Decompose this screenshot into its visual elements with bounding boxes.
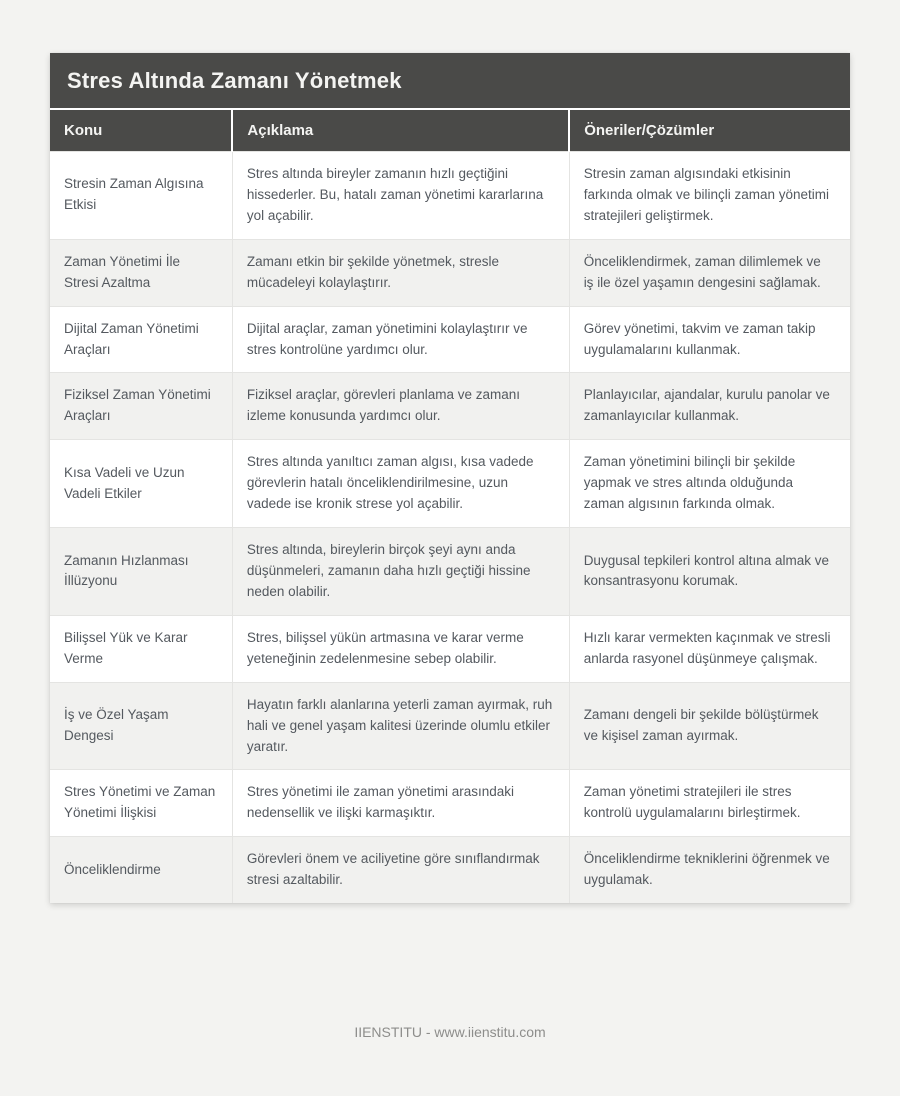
row-topic-cell: Stresin Zaman Algısına Etkisi: [50, 152, 232, 240]
table-row: [50, 528, 850, 616]
row-description-cell: Stres, bilişsel yükün artmasına ve karar verme yeteneğinin zedelenmesine sebep olabilir.: [232, 615, 569, 682]
table-row: [50, 152, 850, 240]
table-header-row: [50, 110, 850, 152]
row-description-cell: Stres altında yanıltıcı zaman algısı, kısa vadede görevlerin hatalı önceliklendirilmesine, uzun vadede ise kronik strese yol açabilir.: [232, 440, 569, 528]
table-row: [50, 615, 850, 682]
footer-credit: IIENSTITU - www.iienstitu.com: [354, 1024, 546, 1040]
row-topic-cell: Zamanın Hızlanması İllüzyonu: [50, 528, 232, 616]
row-topic-cell: Dijital Zaman Yönetimi Araçları: [50, 306, 232, 373]
row-suggestion-cell: Planlayıcılar, ajandalar, kurulu panolar ve zamanlayıcılar kullanmak.: [569, 373, 850, 440]
stress-time-table: [50, 110, 850, 903]
table-row: [50, 373, 850, 440]
row-description-cell: Hayatın farklı alanlarına yeterli zaman ayırmak, ruh hali ve genel yaşam kalitesi üzerinde olumlu etkiler yaratır.: [232, 682, 569, 770]
row-topic-cell: Kısa Vadeli ve Uzun Vadeli Etkiler: [50, 440, 232, 528]
row-suggestion-cell: Duygusal tepkileri kontrol altına almak ve konsantrasyonu korumak.: [569, 528, 850, 616]
row-topic-cell: Bilişsel Yük ve Karar Verme: [50, 615, 232, 682]
row-description-cell: Stres altında, bireylerin birçok şeyi aynı anda düşünmeleri, zamanın daha hızlı geçtiği hissine neden olabilir.: [232, 528, 569, 616]
stress-time-table-card: [50, 53, 850, 903]
row-topic-cell: İş ve Özel Yaşam Dengesi: [50, 682, 232, 770]
table-row: [50, 306, 850, 373]
row-suggestion-cell: Önceliklendirme tekniklerini öğrenmek ve uygulamak.: [569, 837, 850, 903]
row-description-cell: Dijital araçlar, zaman yönetimini kolaylaştırır ve stres kontrolüne yardımcı olur.: [232, 306, 569, 373]
row-topic-cell: Stres Yönetimi ve Zaman Yönetimi İlişkisi: [50, 770, 232, 837]
row-description-cell: Stres yönetimi ile zaman yönetimi arasındaki nedensellik ve ilişki karmaşıktır.: [232, 770, 569, 837]
row-suggestion-cell: Zamanı dengeli bir şekilde bölüştürmek ve kişisel zaman ayırmak.: [569, 682, 850, 770]
column-header-topic: Konu: [50, 110, 232, 152]
column-header-suggestions: Öneriler/Çözümler: [569, 110, 850, 152]
row-suggestion-cell: Görev yönetimi, takvim ve zaman takip uygulamalarını kullanmak.: [569, 306, 850, 373]
row-topic-cell: Zaman Yönetimi İle Stresi Azaltma: [50, 239, 232, 306]
row-description-cell: Görevleri önem ve aciliyetine göre sınıflandırmak stresi azaltabilir.: [232, 837, 569, 903]
row-topic-cell: Fiziksel Zaman Yönetimi Araçları: [50, 373, 232, 440]
row-suggestion-cell: Önceliklendirmek, zaman dilimlemek ve iş ile özel yaşamın dengesini sağlamak.: [569, 239, 850, 306]
table-body: [50, 152, 850, 904]
table-row: [50, 239, 850, 306]
table-row: [50, 837, 850, 903]
row-description-cell: Zamanı etkin bir şekilde yönetmek, stresle mücadeleyi kolaylaştırır.: [232, 239, 569, 306]
table-row: [50, 682, 850, 770]
row-suggestion-cell: Zaman yönetimini bilinçli bir şekilde yapmak ve stres altında olduğunda zaman algısının farkında olmak.: [569, 440, 850, 528]
column-header-description: Açıklama: [232, 110, 569, 152]
row-suggestion-cell: Hızlı karar vermekten kaçınmak ve stresli anlarda rasyonel düşünmeye çalışmak.: [569, 615, 850, 682]
row-topic-cell: Önceliklendirme: [50, 837, 232, 903]
row-suggestion-cell: Stresin zaman algısındaki etkisinin farkında olmak ve bilinçli zaman yönetimi stratejileri geliştirmek.: [569, 152, 850, 240]
row-description-cell: Fiziksel araçlar, görevleri planlama ve zamanı izleme konusunda yardımcı olur.: [232, 373, 569, 440]
row-suggestion-cell: Zaman yönetimi stratejileri ile stres kontrolü uygulamalarını birleştirmek.: [569, 770, 850, 837]
table-row: [50, 770, 850, 837]
row-description-cell: Stres altında bireyler zamanın hızlı geçtiğini hissederler. Bu, hatalı zaman yönetimi kararlarına yol açabilir.: [232, 152, 569, 240]
table-row: [50, 440, 850, 528]
page-title: Stres Altında Zamanı Yönetmek: [50, 53, 850, 110]
